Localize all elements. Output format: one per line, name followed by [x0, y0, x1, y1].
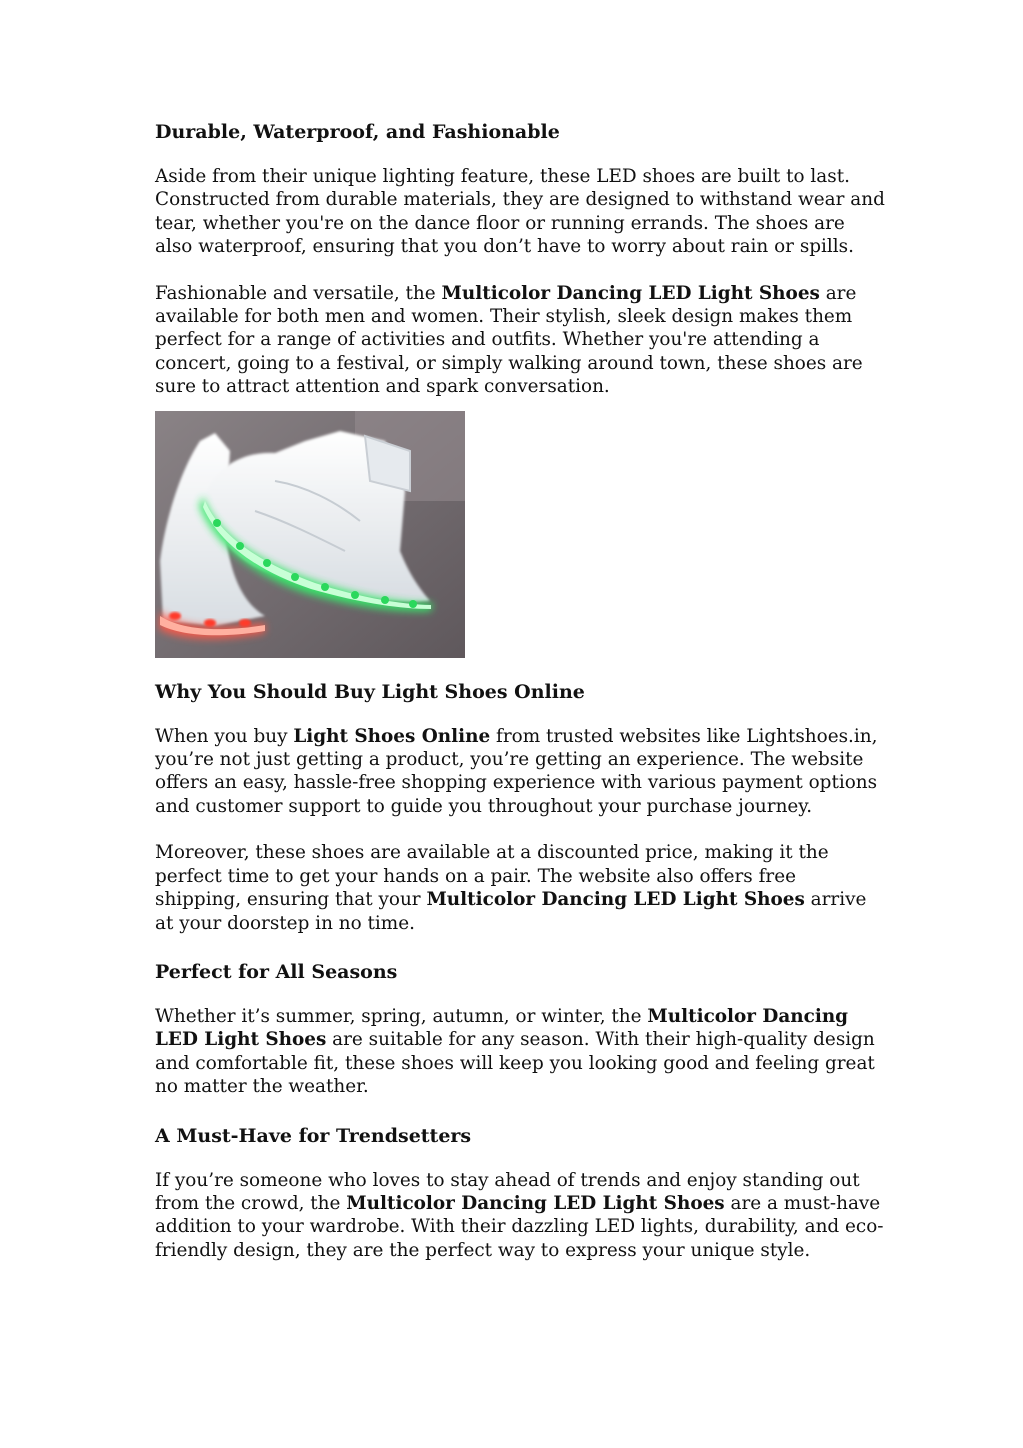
document-page [155, 118, 885, 1262]
section-heading-durable: Durable, Waterproof, and Fashionable [155, 121, 560, 143]
bold-product-name: Multicolor Dancing LED Light Shoes [155, 1005, 849, 1051]
bold-product-name: Multicolor Dancing LED Light Shoes [426, 889, 805, 911]
paragraph-buy-online-1 [155, 725, 885, 819]
bold-product-name: Multicolor Dancing LED Light Shoes [441, 282, 820, 304]
text-run: Fashionable and versatile, the [155, 282, 442, 304]
paragraph-seasons [155, 1005, 885, 1099]
section-heading-buy-online: Why You Should Buy Light Shoes Online [155, 680, 585, 703]
section-heading-trendsetters: A Must-Have for Trendsetters [155, 1124, 472, 1147]
text-run: arrive at your doorstep in no time. [155, 889, 867, 934]
paragraph-durable-1: Aside from their unique lighting feature, these LED shoes are built to last. Constructed from durable materials, they are designed to withstand wear and tear, whether you're on the dance floor or running errands. The shoes are also waterproof, ensuring that you don’t have to worry about rain or spills. [155, 166, 885, 258]
paragraph-trendsetters [155, 1169, 885, 1263]
text-run: Moreover, these shoes are available at a discounted price, making it the perfect time to get your hands on a pair. The website also offers free shipping, ensuring that your [155, 842, 829, 911]
text-run: Whether it’s summer, spring, autumn, or winter, the [155, 1005, 648, 1027]
section-heading-seasons: Perfect for All Seasons [155, 960, 398, 983]
led-shoes-photo [155, 411, 465, 658]
bold-product-name: Multicolor Dancing LED Light Shoes [346, 1192, 725, 1214]
text-run: If you’re someone who loves to stay ahead of trends and enjoy standing out from the crowd, the [155, 1169, 860, 1214]
paragraph-buy-online-2 [155, 841, 885, 935]
paragraph-durable-2 [155, 282, 885, 399]
bold-light-shoes-online: Light Shoes Online [293, 725, 491, 747]
text-run: are available for both men and women. Their stylish, sleek design makes them perfect for a range of activities and outfits. Whether you're attending a concert, going to a festival, or simply walking around town, these shoes are sure to attract attention and spark conversation. [155, 282, 863, 398]
text-run: are suitable for any season. With their high-quality design and comfortable fit, these shoes will keep you looking good and feeling great no matter the weather. [155, 1029, 875, 1098]
text-run: When you buy [155, 725, 294, 747]
text-run: from trusted websites like Lightshoes.in, you’re not just getting a product, you’re getting an experience. The website offers an easy, hassle-free shopping experience with various payment options and customer support to guide you throughout your purchase journey. [155, 725, 878, 817]
text-run: are a must-have addition to your wardrobe. With their dazzling LED lights, durability, and eco-friendly design, they are the perfect way to express your unique style. [155, 1192, 884, 1261]
